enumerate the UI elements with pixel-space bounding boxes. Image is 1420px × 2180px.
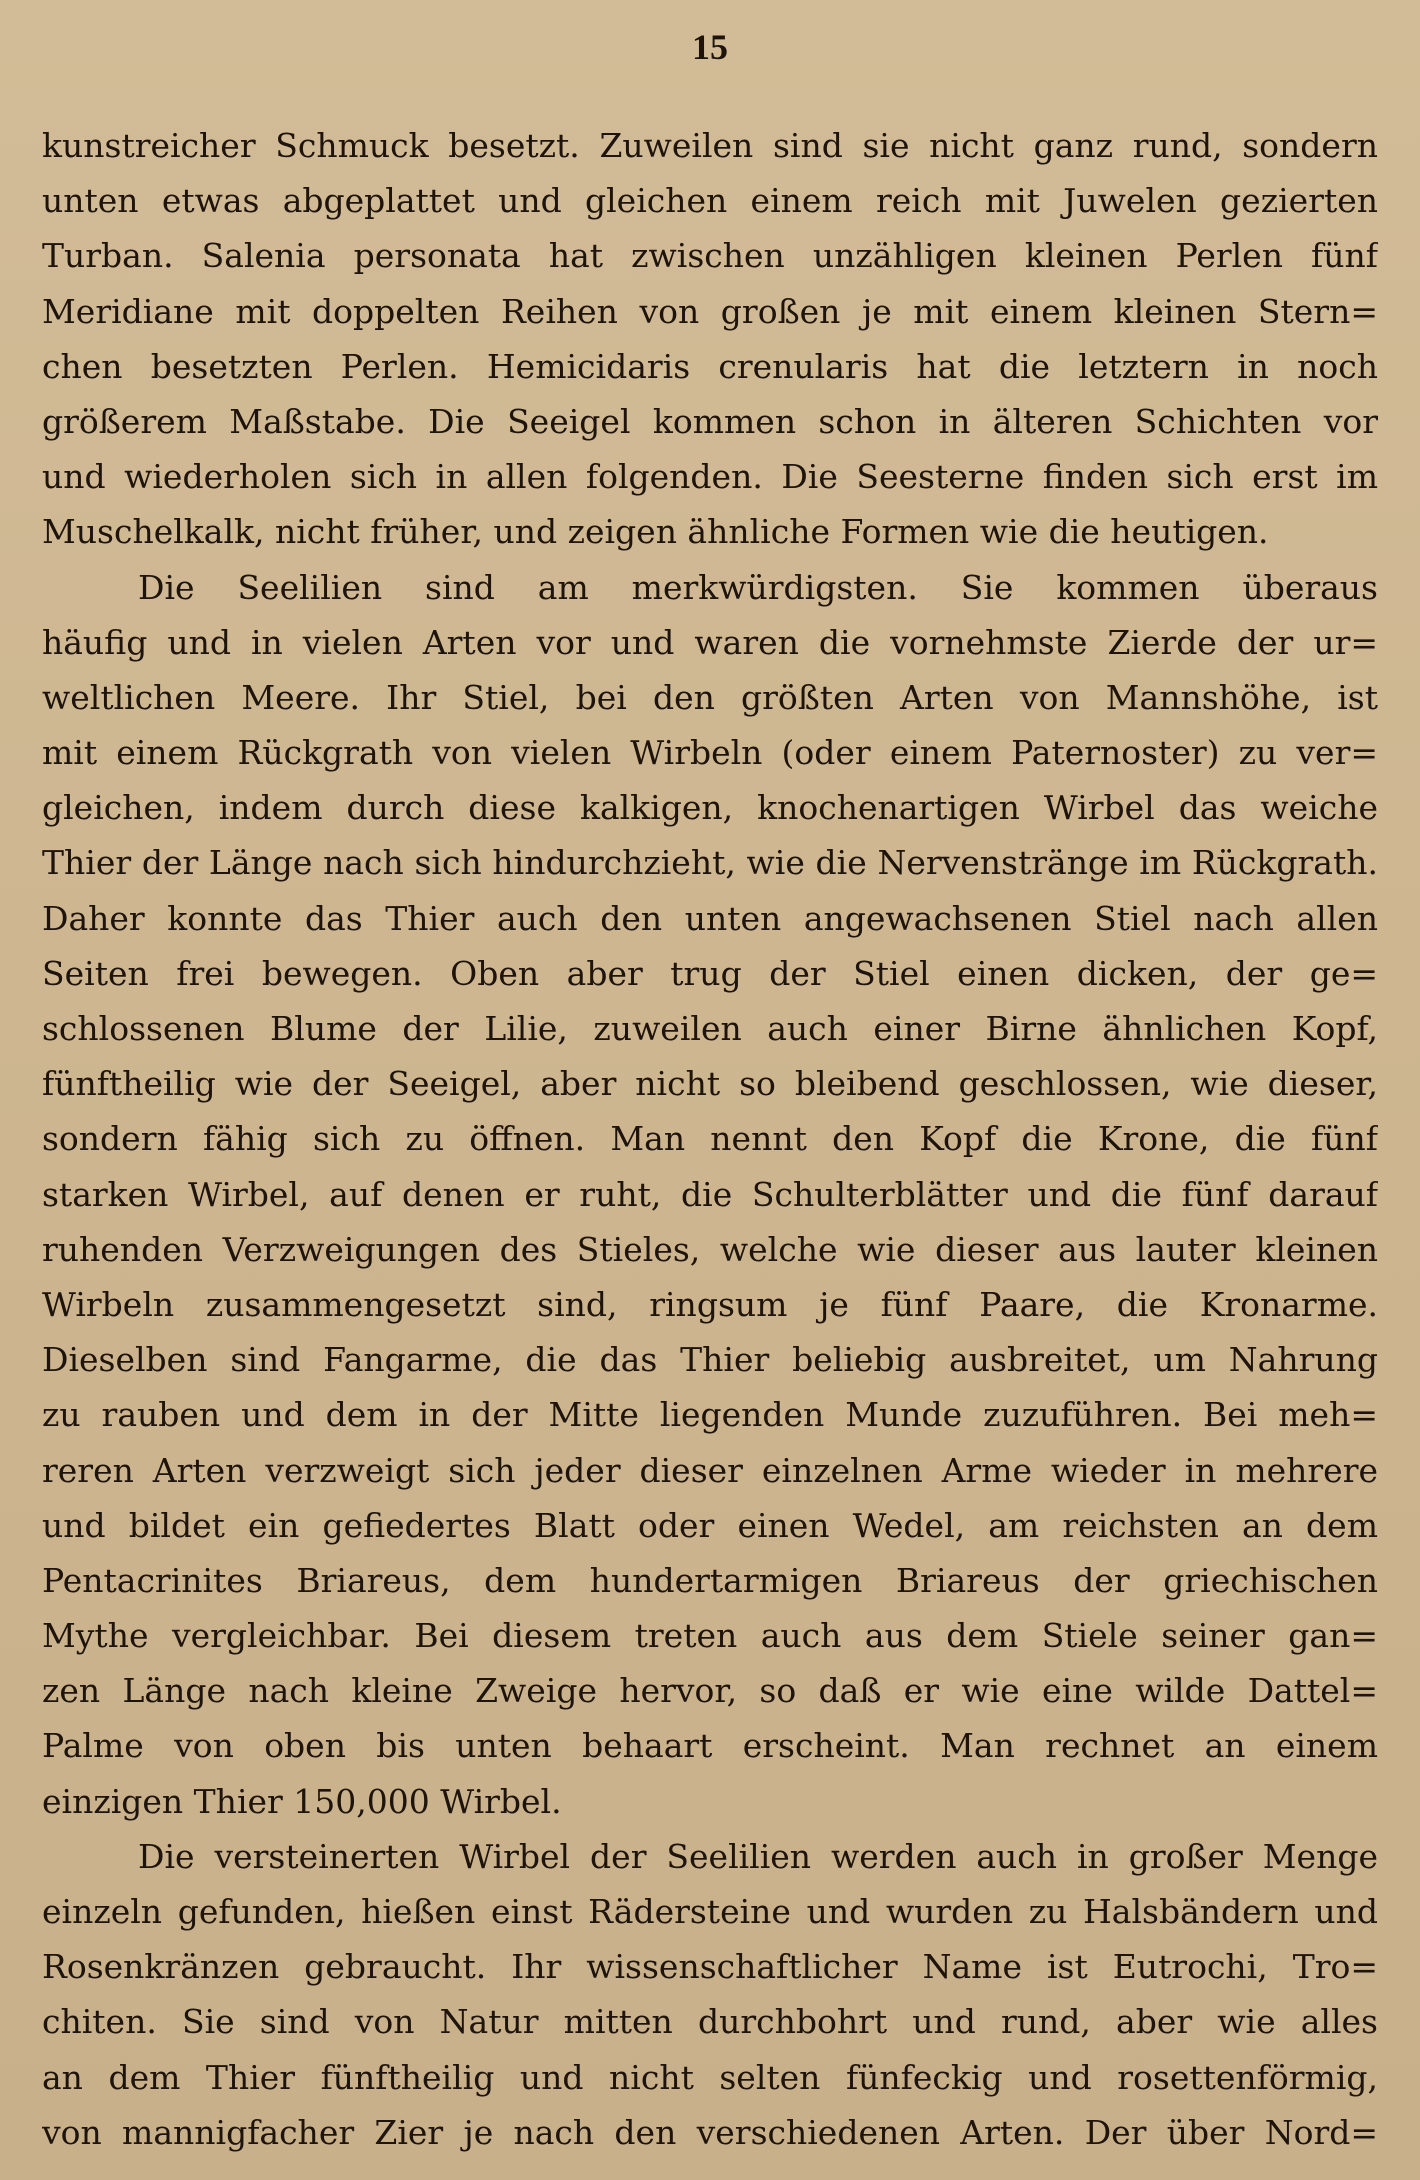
text-line: Wirbeln zusammengesetzt sind, ringsum je fünf Paare, die Kronarme. <box>42 1284 1378 1324</box>
text-line: zu rauben und dem in der Mitte liegenden Munde zuzuführen. Bei meh= <box>42 1395 1378 1435</box>
text-line: Die versteinerten Wirbel der Seelilien werden auch in großer Menge <box>138 1836 1378 1876</box>
text-line: und wiederholen sich in allen folgenden. Die Seesterne finden sich erst im <box>42 457 1378 497</box>
text-line: einzeln gefunden, hießen einst Rädersteine und wurden zu Halsbändern und <box>42 1892 1378 1931</box>
text-line: Muschelkalk, nicht früher, und zeigen ähnliche Formen wie die heutigen. <box>42 512 1269 552</box>
text-line: Rosenkränzen gebraucht. Ihr wissenschaftlicher Name ist Eutrochi, Tro= <box>42 1947 1378 1987</box>
text-line: sondern fähig sich zu öffnen. Man nennt den Kopf die Krone, die fünf <box>42 1119 1378 1159</box>
text-line: Thier der Länge nach sich hindurchzieht, wie die Nervenstränge im Rückgrath. <box>42 843 1378 883</box>
text-line: fünftheilig wie der Seeigel, aber nicht so bleibend geschlossen, wie dieser, <box>42 1064 1378 1104</box>
text-line: einzigen Thier 150,000 Wirbel. <box>42 1781 562 1821</box>
text-line: von mannigfacher Zier je nach den verschiedenen Arten. Der über Nord= <box>42 2112 1378 2152</box>
text-line: und bildet ein gefiedertes Blatt oder einen Wedel, am reichsten an dem <box>42 1505 1378 1545</box>
paragraph <box>42 118 1378 560</box>
text-line: chiten. Sie sind von Natur mitten durchbohrt und rund, aber wie alles <box>42 2002 1378 2042</box>
text-line: Dieselben sind Fangarme, die das Thier beliebig ausbreitet, um Nahrung <box>42 1340 1378 1380</box>
text-line: Mythe vergleichbar. Bei diesem treten auch aus dem Stiele seiner gan= <box>42 1616 1378 1656</box>
paragraph <box>42 560 1378 1829</box>
paragraph <box>42 1829 1378 2160</box>
text-line: Daher konnte das Thier auch den unten angewachsenen Stiel nach allen <box>42 898 1378 938</box>
text-line: häufig und in vielen Arten vor und waren die vornehmste Zierde der ur= <box>42 622 1378 662</box>
text-line: Turban. Salenia personata hat zwischen unzähligen kleinen Perlen fünf <box>42 236 1378 276</box>
text-line: Die Seelilien sind am merkwürdigsten. Sie kommen überaus <box>138 567 1378 607</box>
text-line: gleichen, indem durch diese kalkigen, knochenartigen Wirbel das weiche <box>42 788 1378 828</box>
text-line: reren Arten verzweigt sich jeder dieser einzelnen Arme wieder in mehrere <box>42 1450 1378 1490</box>
text-line: größerem Maßstabe. Die Seeigel kommen schon in älteren Schichten vor <box>42 401 1378 441</box>
text-line: zen Länge nach kleine Zweige hervor, so daß er wie eine wilde Dattel= <box>42 1671 1378 1711</box>
text-line: weltlichen Meere. Ihr Stiel, bei den größten Arten von Mannshöhe, ist <box>42 677 1378 717</box>
text-line: kunstreicher Schmuck besetzt. Zuweilen sind sie nicht ganz rund, sondern <box>42 126 1378 165</box>
text-line: unten etwas abgeplattet und gleichen einem reich mit Juwelen gezierten <box>42 181 1378 221</box>
page-number: 15 <box>692 27 728 67</box>
text-line: Seiten frei bewegen. Oben aber trug der Stiel einen dicken, der ge= <box>42 953 1378 993</box>
text-line: chen besetzten Perlen. Hemicidaris crenularis hat die letztern in noch <box>42 346 1378 386</box>
body-text <box>42 118 1378 2160</box>
text-line: an dem Thier fünftheilig und nicht selten fünfeckig und rosettenförmig, <box>42 2057 1378 2097</box>
text-line: schlossenen Blume der Lilie, zuweilen auch einer Birne ähnlichen Kopf, <box>42 1009 1378 1048</box>
text-line: ruhenden Verzweigungen des Stieles, welche wie dieser aus lauter kleinen <box>42 1229 1378 1269</box>
text-line: mit einem Rückgrath von vielen Wirbeln (oder einem Paternoster) zu ver= <box>42 733 1378 773</box>
text-line: starken Wirbel, auf denen er ruht, die Schulterblätter und die fünf darauf <box>42 1174 1378 1214</box>
text-line: Meridiane mit doppelten Reihen von großen je mit einem kleinen Stern= <box>42 291 1378 331</box>
text-line: Palme von oben bis unten behaart erscheint. Man rechnet an einem <box>42 1726 1378 1766</box>
text-line: Pentacrinites Briareus, dem hundertarmigen Briareus der griechischen <box>42 1560 1378 1600</box>
